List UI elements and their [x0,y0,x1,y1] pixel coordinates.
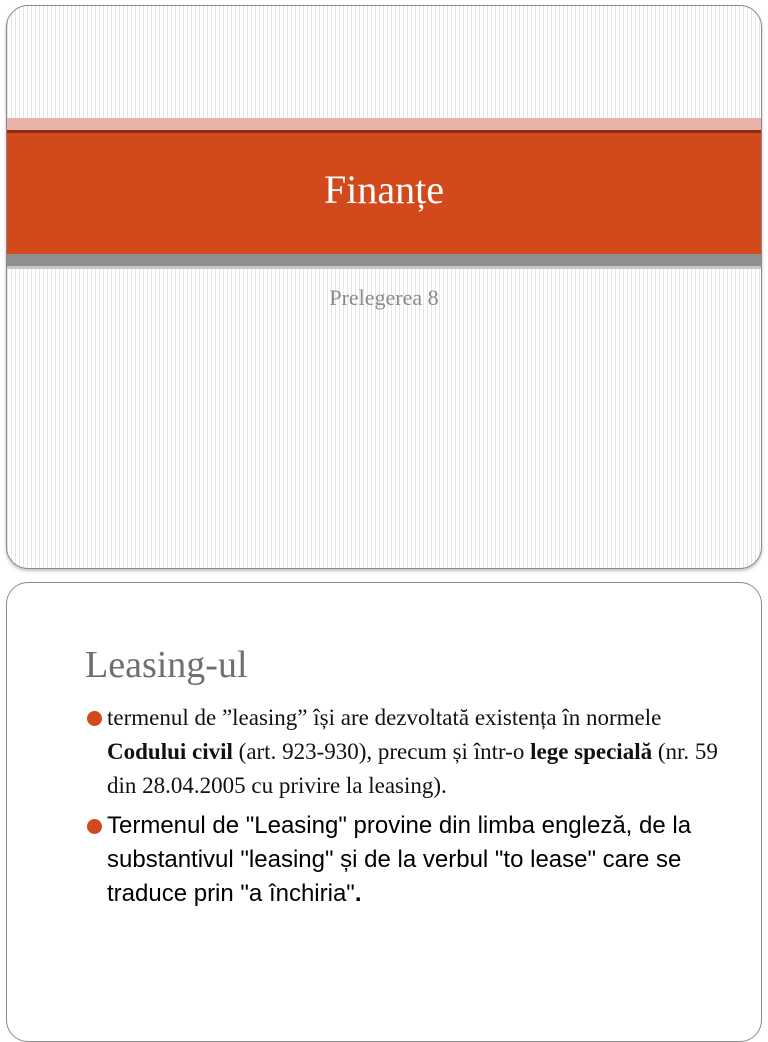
bullet-text: (nr. 59 din 28.04.2005 cu privire la leasing). [107,739,718,798]
bullet-bold-text: lege specială [530,739,653,764]
bullet-text: termenul de ”leasing” își are dezvoltată existența în normele [107,705,662,730]
title-band [7,133,761,254]
slide-heading: Leasing-ul [85,644,248,686]
bullet-item [87,701,727,803]
slide-title: Finanțe [324,167,444,212]
bullet-text: Termenul de "Leasing" provine din limba engleză, de la substantivul "leasing" și de la verbul "to lease" care se traduce prin "a închiria" [107,812,692,907]
bullet-dot-icon [87,819,102,834]
bullet-text: (art. 923-930), precum și într-o [232,739,531,764]
bullet-item [87,809,727,911]
bullet-dot-icon [87,711,102,726]
slide-subtitle: Prelegerea 8 [329,285,439,310]
bullet-bold-text: . [354,880,362,907]
title-slide [6,5,762,569]
top-accent-band [7,118,761,130]
bullet-list [87,701,727,911]
bottom-gray-line [7,266,761,269]
bottom-gray-band [7,254,761,266]
bullet-bold-text: Codului civil [107,739,233,764]
content-slide [6,582,762,1042]
